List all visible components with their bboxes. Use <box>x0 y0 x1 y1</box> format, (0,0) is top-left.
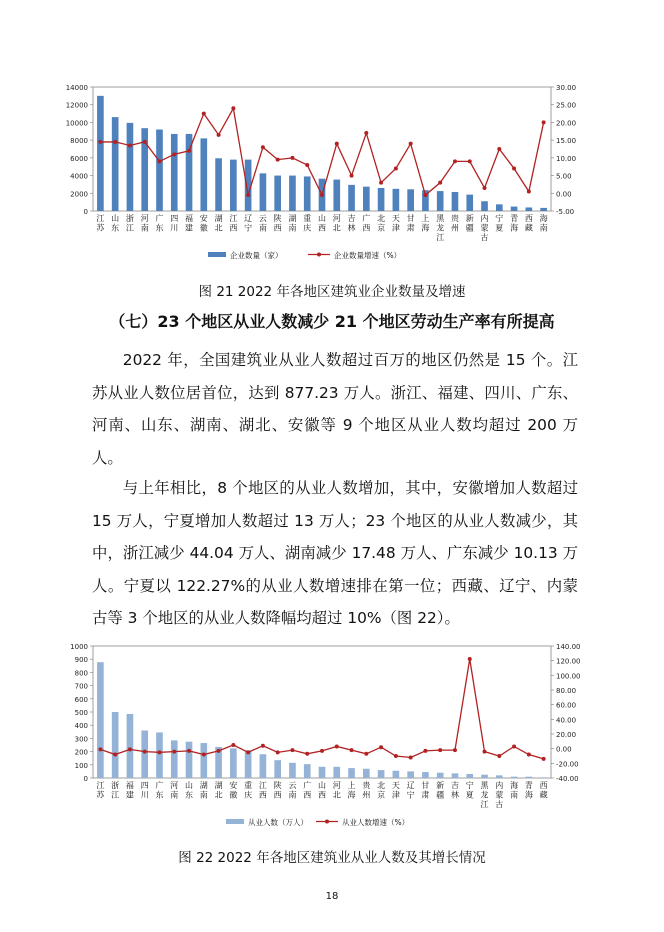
category-label: 河南 <box>140 214 149 233</box>
right-tick-label: 40.00 <box>556 716 577 725</box>
legend-bar-label: 企业数量（家） <box>230 251 283 260</box>
bar <box>378 770 385 778</box>
category-label: 广东 <box>155 214 164 233</box>
bar <box>200 138 207 211</box>
right-tick-label: 120.00 <box>556 657 581 666</box>
category-label: 辽宁 <box>244 214 253 233</box>
bar <box>452 773 459 778</box>
growth-point <box>423 749 427 753</box>
growth-point <box>335 142 339 146</box>
category-label: 天津 <box>391 214 400 233</box>
bar <box>333 180 340 211</box>
legend-bar-swatch <box>208 252 226 257</box>
growth-point <box>128 747 132 751</box>
left-tick-label: 1000 <box>70 643 88 651</box>
bar <box>289 763 296 778</box>
bar <box>230 748 237 778</box>
category-label: 江西 <box>229 214 238 233</box>
category-label: 浙江 <box>125 214 134 233</box>
legend-bar-label: 从业人数（万人） <box>248 818 308 827</box>
growth-point <box>113 140 117 144</box>
bar <box>171 740 178 778</box>
bar <box>215 158 222 211</box>
bar <box>200 743 207 778</box>
bar <box>496 775 503 778</box>
right-tick-label: 5.00 <box>556 172 572 181</box>
growth-point <box>468 657 472 661</box>
category-label: 河北 <box>332 781 341 800</box>
growth-point <box>128 143 132 147</box>
category-label: 山东 <box>111 214 120 233</box>
figure-21-caption: 图 21 2022 年各地区建筑业企业数量及增速 <box>198 284 466 300</box>
bar <box>452 192 459 211</box>
legend-line-label: 企业数量增速（%） <box>334 251 402 260</box>
left-tick-label: 4000 <box>70 172 88 181</box>
growth-point <box>512 744 516 748</box>
legend-line-marker <box>317 253 321 257</box>
growth-point <box>202 753 206 757</box>
growth-point <box>261 145 265 149</box>
paragraph-1: 2022 年，全国建筑业从业人数超过百万的地区仍然是 15 个。江苏从业人数位居首位，达到 877.23 万人。浙江、福建、四川、广东、河南、山东、湖南、湖北、安徽等 9 个地区从业人数均超过 200 万人。 <box>92 351 578 467</box>
category-label: 广西 <box>362 214 371 233</box>
right-tick-label: 30.00 <box>556 84 577 92</box>
category-label: 西藏 <box>524 214 533 233</box>
bar <box>540 208 547 211</box>
growth-point <box>187 749 191 753</box>
category-label: 重庆 <box>244 781 253 800</box>
category-label: 贵州 <box>450 214 459 233</box>
growth-point <box>157 159 161 163</box>
bar <box>407 189 414 211</box>
growth-point <box>335 744 339 748</box>
category-label: 黑龙江 <box>480 781 489 809</box>
bar <box>319 767 326 778</box>
growth-point <box>527 190 531 194</box>
bar <box>97 662 104 778</box>
growth-point <box>512 166 516 170</box>
left-tick-label: 2000 <box>70 190 88 199</box>
category-label: 陕西 <box>273 214 282 233</box>
bar <box>378 188 385 211</box>
growth-point <box>276 750 280 754</box>
left-tick-label: 400 <box>74 722 88 731</box>
bar <box>141 730 148 778</box>
left-tick-label: 700 <box>74 682 88 691</box>
category-label: 江苏 <box>96 214 105 233</box>
category-label: 福建 <box>125 781 134 800</box>
bar <box>156 732 163 778</box>
category-label: 新疆 <box>465 214 474 233</box>
bar <box>466 195 473 211</box>
category-label: 四川 <box>140 781 149 800</box>
right-tick-label: 20.00 <box>556 731 577 739</box>
growth-point <box>497 147 501 151</box>
left-tick-label: 8000 <box>70 137 88 146</box>
category-label: 甘肃 <box>421 781 430 800</box>
right-tick-label: -40.00 <box>556 775 579 783</box>
section-heading: （七）23 个地区从业人数减少 21 个地区劳动生产率有所提高 <box>109 312 555 331</box>
category-label: 海南 <box>539 214 548 233</box>
growth-point <box>202 112 206 116</box>
bar <box>393 771 400 778</box>
category-label: 浙江 <box>111 781 120 800</box>
growth-point <box>276 158 280 162</box>
bar <box>511 777 518 778</box>
category-label: 青海 <box>510 214 519 233</box>
category-label: 吉林 <box>450 781 459 800</box>
growth-line <box>100 659 543 759</box>
category-label: 江西 <box>258 781 267 800</box>
bar <box>304 764 311 778</box>
bar <box>97 96 104 211</box>
growth-point <box>350 748 354 752</box>
category-label: 安徽 <box>229 781 238 800</box>
growth-point <box>98 747 102 751</box>
growth-point <box>350 174 354 178</box>
category-label: 湖南 <box>199 781 208 800</box>
growth-point <box>217 749 221 753</box>
bar <box>481 775 488 778</box>
right-tick-label: 15.00 <box>556 137 577 146</box>
bar <box>437 773 444 778</box>
bar <box>466 774 473 778</box>
employee-count-chart <box>0 636 664 836</box>
category-label: 内蒙古 <box>480 214 489 242</box>
bar <box>304 176 311 211</box>
growth-point <box>172 750 176 754</box>
growth-point <box>157 750 161 754</box>
bar <box>156 130 163 211</box>
left-tick-label: 300 <box>74 735 88 744</box>
growth-point <box>468 159 472 163</box>
bar <box>289 176 296 211</box>
right-tick-label: 0.00 <box>556 745 572 754</box>
growth-point <box>290 748 294 752</box>
growth-point <box>217 133 221 137</box>
bar <box>437 191 444 211</box>
legend-bar-swatch <box>226 819 244 824</box>
growth-point <box>246 750 250 754</box>
bar <box>186 742 193 778</box>
bar <box>112 117 119 211</box>
right-tick-label: 100.00 <box>556 672 581 681</box>
bar <box>274 176 281 211</box>
category-label: 湖北 <box>214 214 223 233</box>
growth-point <box>364 752 368 756</box>
category-label: 吉林 <box>347 214 356 233</box>
bar <box>171 134 178 211</box>
category-label: 西藏 <box>539 781 548 800</box>
category-label: 云南 <box>288 781 297 800</box>
category-label: 内蒙古 <box>495 781 504 809</box>
growth-point <box>113 753 117 757</box>
bar <box>230 160 237 211</box>
right-tick-label: 60.00 <box>556 701 577 710</box>
growth-point <box>379 181 383 185</box>
right-tick-label: 25.00 <box>556 101 577 110</box>
growth-point <box>542 120 546 124</box>
bar <box>526 207 533 211</box>
legend-line-label: 从业人数增速（%） <box>342 818 410 827</box>
growth-point <box>290 156 294 160</box>
paragraph-2: 与上年相比，8 个地区的从业人数增加，其中，安徽增加人数超过 15 万人，宁夏增加人数超过 13 万人；23 个地区的从业人数减少，其中，浙江减少 44.04 万人、湖南减少 17.48 万人、广东减少 10.13 万人。宁夏以 122.27%的从业人数增速排在第一位；西藏、辽宁、内蒙古等 3 个地区的从业人数降幅均超过 10%（图 22）。 <box>92 479 578 627</box>
category-label: 福建 <box>185 214 194 233</box>
growth-point <box>305 752 309 756</box>
category-label: 贵州 <box>362 781 371 800</box>
bar <box>363 769 370 778</box>
category-label: 山西 <box>318 214 326 233</box>
growth-point <box>320 749 324 753</box>
growth-point <box>409 142 413 146</box>
bar <box>274 760 281 778</box>
growth-point <box>320 193 324 197</box>
enterprise-count-chart <box>0 76 664 266</box>
growth-point <box>409 755 413 759</box>
growth-point <box>394 166 398 170</box>
left-tick-label: 900 <box>74 656 88 665</box>
growth-point <box>438 181 442 185</box>
right-tick-label: 80.00 <box>556 687 577 695</box>
category-label: 云南 <box>258 214 267 233</box>
right-tick-label: 10.00 <box>556 154 577 163</box>
growth-point <box>187 149 191 153</box>
bar <box>363 187 370 211</box>
page-number: 18 <box>325 891 339 902</box>
left-tick-label: 0 <box>83 208 88 216</box>
bar <box>422 772 429 778</box>
bar <box>526 777 533 778</box>
growth-point <box>438 748 442 752</box>
bar <box>407 771 414 778</box>
left-tick-label: 10000 <box>65 119 88 128</box>
category-label: 湖南 <box>288 214 297 233</box>
category-label: 山东 <box>185 781 194 800</box>
bar <box>245 750 252 778</box>
left-tick-label: 6000 <box>70 154 88 163</box>
right-tick-label: 140.00 <box>556 643 581 651</box>
bar <box>348 768 355 778</box>
bar <box>260 754 267 778</box>
growth-point <box>453 159 457 163</box>
category-label: 重庆 <box>303 214 312 233</box>
growth-point <box>231 106 235 110</box>
category-label: 甘肃 <box>406 214 415 233</box>
left-tick-label: 500 <box>74 709 88 717</box>
category-label: 上海 <box>421 214 430 233</box>
category-label: 安徽 <box>199 214 208 233</box>
legend-line-marker <box>325 820 329 824</box>
growth-point <box>423 193 427 197</box>
bar <box>127 123 134 211</box>
growth-point <box>98 140 102 144</box>
growth-point <box>246 193 250 197</box>
bar <box>127 714 134 778</box>
category-label: 宁夏 <box>495 214 504 233</box>
growth-point <box>542 757 546 761</box>
growth-point <box>143 140 147 144</box>
bar <box>481 201 488 211</box>
left-tick-label: 12000 <box>65 101 88 110</box>
category-label: 天津 <box>391 781 400 800</box>
category-label: 湖北 <box>214 781 223 800</box>
growth-point <box>497 754 501 758</box>
bar <box>348 185 355 211</box>
growth-point <box>143 750 147 754</box>
category-label: 辽宁 <box>406 781 415 800</box>
bar <box>511 207 518 211</box>
growth-point <box>305 163 309 167</box>
growth-point <box>261 744 265 748</box>
category-label: 四川 <box>170 214 179 233</box>
bar <box>260 173 267 211</box>
figure-22-caption: 图 22 2022 年各地区建筑业从业人数及其增长情况 <box>178 850 486 866</box>
category-label: 山西 <box>318 781 326 800</box>
category-label: 广西 <box>303 781 312 800</box>
left-tick-label: 0 <box>83 775 88 783</box>
category-label: 海南 <box>510 781 519 800</box>
growth-point <box>172 152 176 156</box>
left-tick-label: 100 <box>74 761 88 770</box>
left-tick-label: 14000 <box>65 84 88 92</box>
bar <box>333 767 340 778</box>
category-label: 广东 <box>155 781 164 800</box>
bar <box>393 189 400 211</box>
category-label: 宁夏 <box>465 781 474 800</box>
category-label: 江苏 <box>96 781 105 800</box>
left-tick-label: 800 <box>74 669 88 678</box>
growth-point <box>483 750 487 754</box>
right-tick-label: -20.00 <box>556 760 579 769</box>
growth-point <box>231 743 235 747</box>
category-label: 黑龙江 <box>436 214 445 242</box>
category-label: 北京 <box>377 781 386 800</box>
category-label: 河北 <box>332 214 341 233</box>
growth-point <box>364 131 368 135</box>
growth-point <box>453 748 457 752</box>
bar <box>496 204 503 211</box>
bar <box>245 160 252 211</box>
left-tick-label: 200 <box>74 748 88 757</box>
category-label: 青海 <box>524 781 533 800</box>
category-label: 河南 <box>170 781 179 800</box>
category-label: 北京 <box>377 214 386 233</box>
growth-point <box>394 754 398 758</box>
right-tick-label: 0.00 <box>556 190 572 199</box>
category-label: 新疆 <box>436 781 445 800</box>
category-label: 陕西 <box>273 781 282 800</box>
left-tick-label: 600 <box>74 695 88 704</box>
growth-point <box>527 753 531 757</box>
bar <box>112 712 119 778</box>
right-tick-label: -5.00 <box>556 208 575 216</box>
right-tick-label: 20.00 <box>556 119 577 128</box>
bar <box>540 777 547 778</box>
growth-point <box>379 745 383 749</box>
growth-point <box>483 186 487 190</box>
category-label: 上海 <box>347 781 356 800</box>
